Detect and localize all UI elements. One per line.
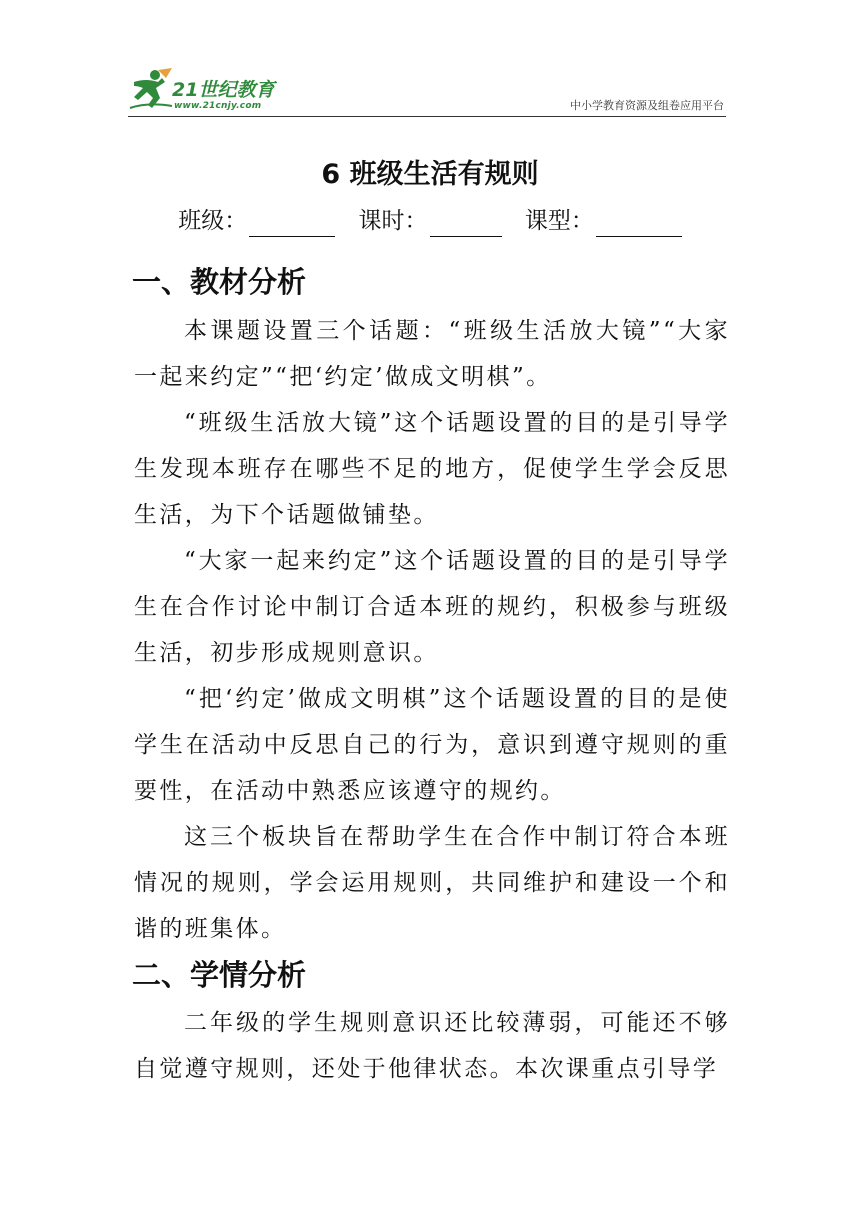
period-blank xyxy=(430,210,502,237)
page-header xyxy=(128,64,726,117)
paragraph: “把‘约定’做成文明棋”这个话题设置的目的是使学生在活动中反思自己的行为，意识到遵守规则的重要性，在活动中熟悉应该遵守的规约。 xyxy=(134,686,730,804)
section-body-textbook xyxy=(134,308,730,952)
lesson-meta xyxy=(0,205,860,237)
logo xyxy=(128,68,298,116)
paragraph: 二年级的学生规则意识还比较薄弱，可能还不够自觉遵守规则，还处于他律状态。本次课重点引导学 xyxy=(134,1010,730,1082)
class-blank xyxy=(249,210,335,237)
logo-url-text: www.21cnjy.com xyxy=(174,101,262,111)
period-label: 课时： xyxy=(358,208,428,234)
paragraph: “大家一起来约定”这个话题设置的目的是引导学生在合作讨论中制订合适本班的规约，积极参与班级生活，初步形成规则意识。 xyxy=(134,548,730,666)
section-body-students xyxy=(134,1000,730,1092)
paragraph: 这三个板块旨在帮助学生在合作中制订符合本班情况的规则，学会运用规则，共同维护和建设一个和谐的班集体。 xyxy=(134,824,730,942)
paragraph: “班级生活放大镜”这个话题设置的目的是引导学生发现本班存在哪些不足的地方，促使学生学会反思生活，为下个话题做铺垫。 xyxy=(134,410,730,528)
paragraph: 本课题设置三个话题：“班级生活放大镜”“大家一起来约定”“把‘约定’做成文明棋”。 xyxy=(134,318,730,390)
type-blank xyxy=(596,210,682,237)
platform-name: 中小学教育资源及组卷应用平台 xyxy=(570,99,724,112)
section-heading-textbook: 一、教材分析 xyxy=(132,265,307,299)
document-title: 6 班级生活有规则 xyxy=(321,159,539,190)
runner-logo-icon xyxy=(128,68,174,112)
class-label: 班级： xyxy=(178,208,248,234)
logo-brand-text: 21世纪教育 xyxy=(172,79,275,101)
section-heading-students: 二、学情分析 xyxy=(132,958,307,992)
type-label: 课型： xyxy=(524,208,594,234)
